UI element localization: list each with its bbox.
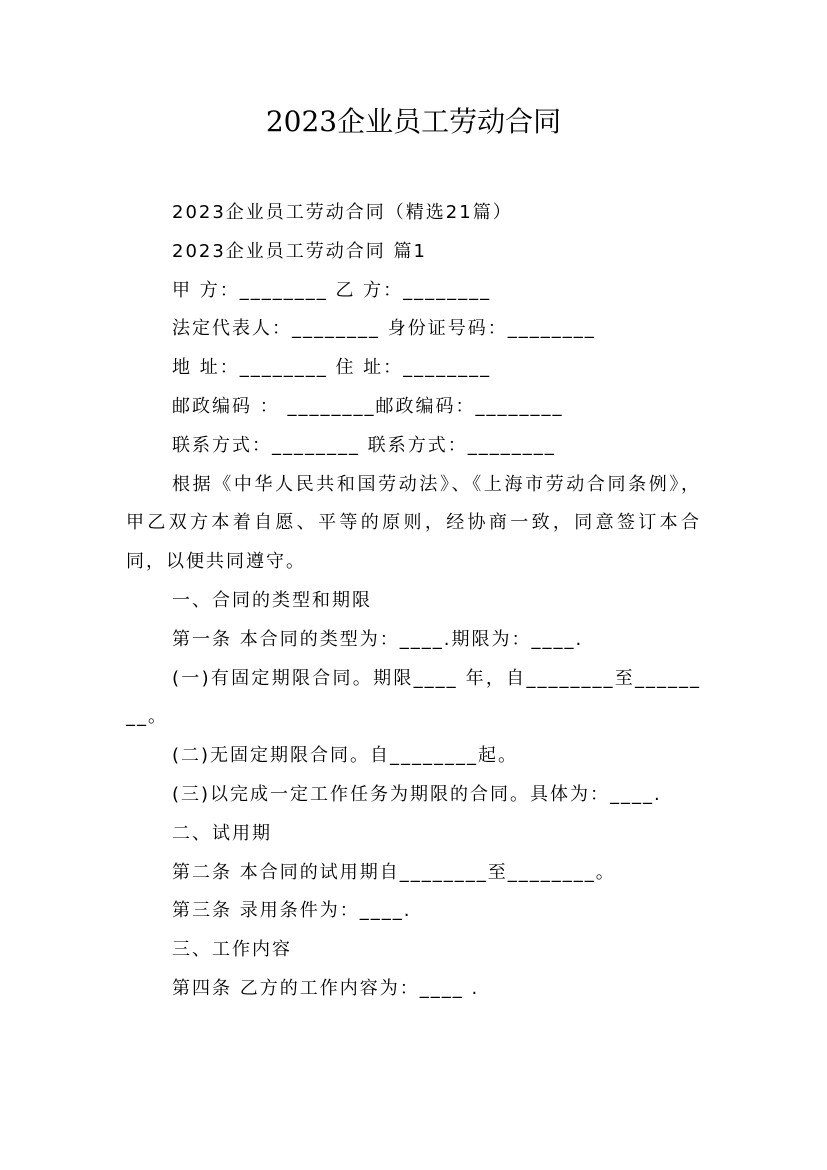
paragraph-party-line: 甲 方：________ 乙 方：________ [172,279,492,301]
paragraph-article-1: 第一条 本合同的类型为：____.期限为：____. [172,628,584,650]
paragraph-article-2: 第二条 本合同的试用期自________至________。 [172,861,616,883]
paragraph-heading-contract-term: 一、合同的类型和期限 [172,589,372,611]
paragraph-fixed-term: (一)有固定期限合同。期限____ 年，自________至________。 [126,667,701,728]
paragraph-task-based-term: (三)以完成一定工作任务为期限的合同。具体为：____. [172,783,662,805]
paragraph-subtitle: 2023企业员工劳动合同（精选21篇） [172,202,513,223]
document-title: 2023企业员工劳动合同 [265,105,562,138]
paragraph-address-line: 地 址：________ 住 址：________ [172,357,492,379]
paragraph-heading-probation: 二、试用期 [172,822,272,844]
document-body [126,194,701,1009]
paragraph-open-ended-term: (二)无固定期限合同。自________起。 [172,745,519,767]
paragraph-article-3: 第三条 录用条件为：____. [172,900,412,922]
paragraph-postcode-line: 邮政编码 ： ________邮政编码：________ [172,395,564,417]
paragraph-section-heading: 2023企业员工劳动合同 篇1 [172,240,427,262]
paragraph-legal-basis: 根据《中华人民共和国劳动法》、《上海市劳动合同条例》，甲乙双方本着自愿、平等的原则，经协商一致，同意签订本合同，以便共同遵守。 [126,473,701,573]
paragraph-article-4: 第四条 乙方的工作内容为：____ . [172,977,480,999]
paragraph-heading-job-content: 三、工作内容 [172,939,292,961]
paragraph-contact-line: 联系方式：________ 联系方式：________ [172,434,556,456]
paragraph-representative-line: 法定代表人：________ 身份证号码：________ [172,318,596,340]
